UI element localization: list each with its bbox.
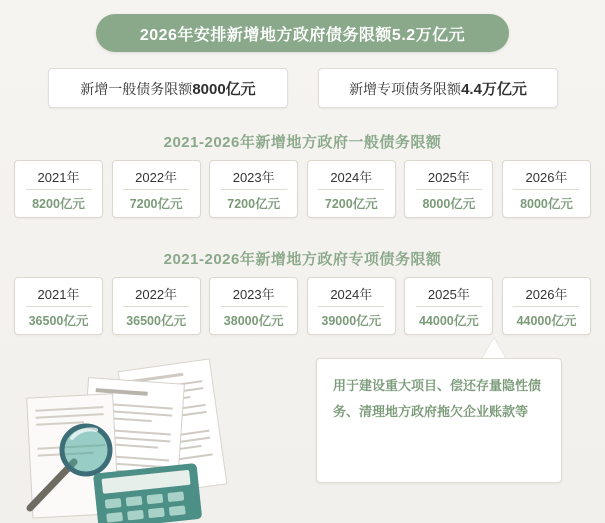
year-cell (404, 160, 493, 218)
year-label: 2026年 (525, 286, 568, 302)
year-cell (307, 277, 396, 335)
year-divider (221, 189, 287, 190)
note-bubble-tail (482, 338, 506, 359)
year-label: 2023年 (232, 169, 275, 185)
year-divider (26, 306, 92, 307)
year-label: 2025年 (427, 286, 470, 302)
year-divider (26, 189, 92, 190)
year-divider (318, 189, 384, 190)
year-label: 2024年 (330, 286, 373, 302)
year-label: 2024年 (330, 169, 373, 185)
year-divider (416, 189, 482, 190)
headline-banner (96, 14, 509, 52)
year-value: 8200亿元 (32, 196, 85, 211)
section-title-general: 2021-2026年新增地方政府一般债务限额 (163, 134, 442, 151)
year-cell (112, 160, 201, 218)
year-divider (513, 189, 579, 190)
year-label: 2023年 (232, 286, 275, 302)
year-cell (14, 160, 103, 218)
year-label: 2025年 (427, 169, 470, 185)
year-cell (209, 160, 298, 218)
year-value: 38000亿元 (223, 313, 284, 328)
year-cell (307, 160, 396, 218)
year-value: 7200亿元 (227, 196, 281, 211)
year-divider (123, 306, 189, 307)
summary-card-special-amount: 4.4万亿元 (461, 80, 527, 98)
summary-card-special (318, 68, 558, 108)
year-label: 2021年 (37, 169, 80, 185)
year-value: 7200亿元 (129, 196, 183, 211)
year-label: 2022年 (135, 169, 178, 185)
year-value: 7200亿元 (324, 196, 378, 211)
year-value: 39000亿元 (321, 313, 382, 328)
summary-card-special-text (349, 78, 527, 99)
year-label: 2021年 (37, 286, 80, 302)
section-title-special: 2021-2026年新增地方政府专项债务限额 (163, 251, 442, 268)
year-label: 2026年 (525, 169, 568, 185)
documents-magnifier-calculator-illustration (0, 350, 310, 523)
summary-card-general-amount: 8000亿元 (192, 80, 256, 98)
year-divider (123, 189, 189, 190)
year-cell (112, 277, 201, 335)
year-divider (221, 306, 287, 307)
year-cell (404, 277, 493, 335)
year-cell (14, 277, 103, 335)
year-cell (502, 277, 591, 335)
year-label: 2022年 (135, 286, 178, 302)
year-divider (513, 306, 579, 307)
year-value: 44000亿元 (516, 313, 577, 328)
year-divider (318, 306, 384, 307)
year-grid-special (14, 277, 591, 335)
year-grid-general (14, 160, 591, 218)
summary-card-special-prefix: 新增专项债务限额 (349, 80, 462, 97)
summary-card-general-prefix: 新增一般债务限额 (80, 80, 193, 97)
summary-card-row (48, 68, 558, 108)
year-divider (416, 306, 482, 307)
headline-banner-text: 2026年安排新增地方政府债务限额5.2万亿元 (139, 26, 466, 44)
summary-card-general-text (80, 78, 255, 99)
year-value: 36500亿元 (28, 313, 89, 328)
note-bubble (316, 358, 562, 483)
year-cell (502, 160, 591, 218)
year-value: 36500亿元 (126, 313, 186, 328)
summary-card-general (48, 68, 288, 108)
year-value: 8000亿元 (520, 196, 573, 211)
year-value: 44000亿元 (418, 313, 479, 328)
year-cell (209, 277, 298, 335)
note-bubble-text: 用于建设重大项目、偿还存量隐性债务、清理地方政府拖欠企业账款等 (333, 378, 542, 419)
year-value: 8000亿元 (422, 196, 476, 211)
